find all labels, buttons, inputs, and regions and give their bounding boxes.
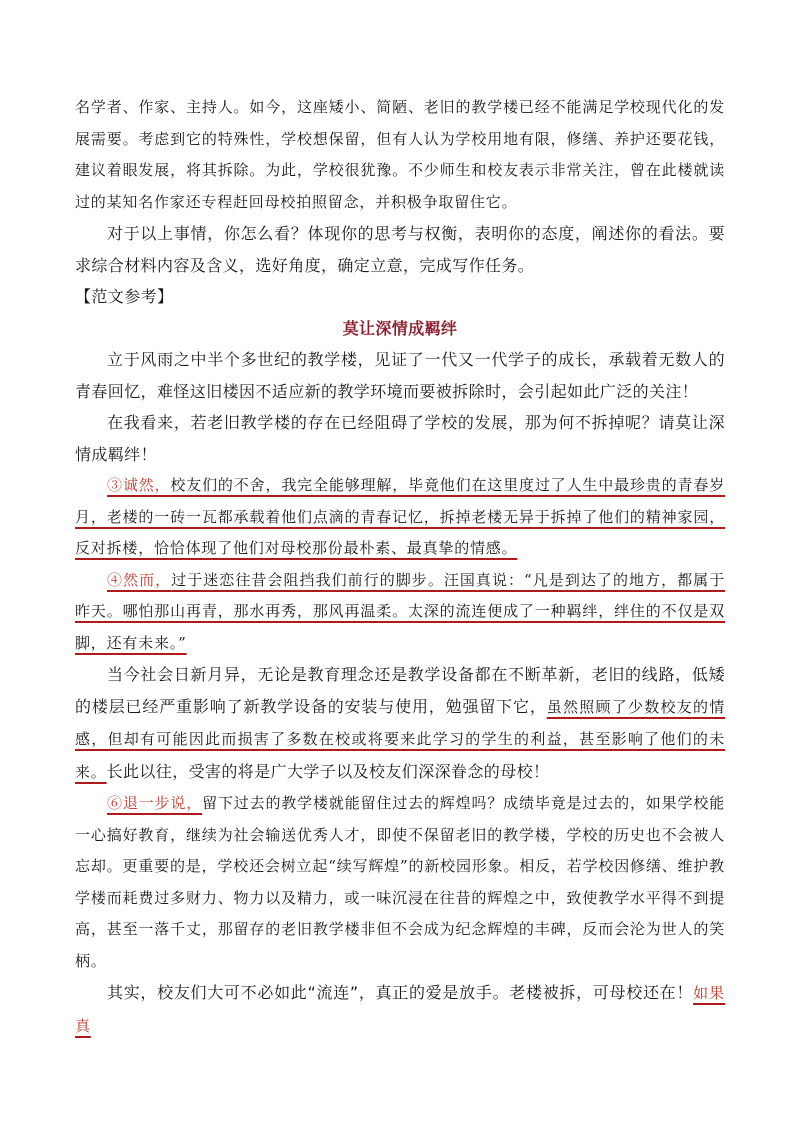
section-label: 【范文参考】 [75,287,174,306]
paragraph-5-part-c: 长此以往，受害的将是广大学子以及校友们深深眷念的母校！ [106,761,550,781]
paragraph-7-underlined: 如果真 [75,984,725,1035]
prompt-continuation: 名学者、作家、主持人。如今，这座矮小、简陋、老旧的教学楼已经不能满足学校现代化的发展需要。考虑到它的特殊性，学校想保留，但有人认为学校用地有限，修缮、养护还要花钱，建议着眼发展，将其拆除。为此，学校很犹豫。不少师生和校友表示非常关注，曾在此楼就读过的某知名作家还专程赶回母校拍照留念，并积极争取留住它。 [75,98,725,211]
writing-task: 对于以上事情，你怎么看？体现你的思考与权衡，表明你的态度，阐述你的看法。要求综合材料内容及含义，选好角度，确定立意，完成写作任务。 [75,224,725,275]
essay-paragraph-2: 在我看来，若老旧教学楼的存在已经阻碍了学校的发展，那为何不拆掉呢？请莫让深情成羁绊！ [75,413,725,464]
essay-paragraph-3 [75,470,725,565]
paragraph-5-part-a: 当今社会日新月异，无论是教育理念还是教学设备都在不断革新，老旧的线路，低矮的楼层已经严重影响了新教学设备的安装与使用，勉强留下它， [75,665,725,716]
paragraph-5-underlined: 虽然照顾了少数校友的情感，但却有可能因此而损害了多数在校或将要来此学习的学生的利益，甚至影响了他们的未来。 [75,697,725,781]
paragraph-6-marker: ⑥退一步说， [107,794,203,812]
paragraph-6-body: 留下过去的教学楼就能留住过去的辉煌吗？成绩毕竟是过去的，如果学校能一心搞好教育，继续为社会输送优秀人才，即使不保留老旧的教学楼，学校的历史也不会被人忘却。更重要的是，学校还会树立起“续写辉煌”的新校园形象。相反，若学校因修缮、维护教学楼而耗费过多财力、物力以及精力，或一味沉浸在往昔的辉煌之中，致使教学水平得不到提高，甚至一落千丈，那留存的老旧教学楼非但不会成为纪念辉煌的丰碑，反而会沦为世人的笑柄。 [75,794,725,970]
essay-paragraph-4 [75,565,725,660]
paragraph-3-marker: ③诚然， [107,476,171,494]
paragraph-4-marker: ④然而， [107,570,172,589]
essay-paragraph-1: 立于风雨之中半个多世纪的教学楼，见证了一代又一代学子的成长，承载着无数人的青春回忆，难怪这旧楼因不适应新的教学环境而要被拆除时，会引起如此广泛的关注！ [75,350,725,401]
essay-paragraph-7 [75,977,725,1042]
paragraph-3-body: 校友们的不舍，我完全能够理解，毕竟他们在这里度过了人生中最珍贵的青春岁月，老楼的一砖一瓦都承载着他们点滴的青春记忆，拆掉老楼无异于拆掉了他们的精神家园，反对拆楼，恰恰体现了他们对母校那份最朴素、最真挚的情感。 [75,476,725,557]
essay-paragraph-5 [75,659,725,788]
paragraph-4-body: 过于迷恋往昔会阻挡我们前行的脚步。汪国真说：“凡是到达了的地方，都属于昨天。哪怕那山再青，那水再秀，那风再温柔。太深的流连便成了一种羁绊，绊住的不仅是双脚，还有未来。” [75,570,726,652]
essay-paragraph-6 [75,788,725,977]
paragraph-7-part-a: 其实，校友们大可不必如此“流连”，真正的爱是放手。老楼被拆，可母校还在！ [107,983,694,1002]
document-page [75,92,725,1042]
essay-title: 莫让深情成羁绊 [342,318,458,338]
